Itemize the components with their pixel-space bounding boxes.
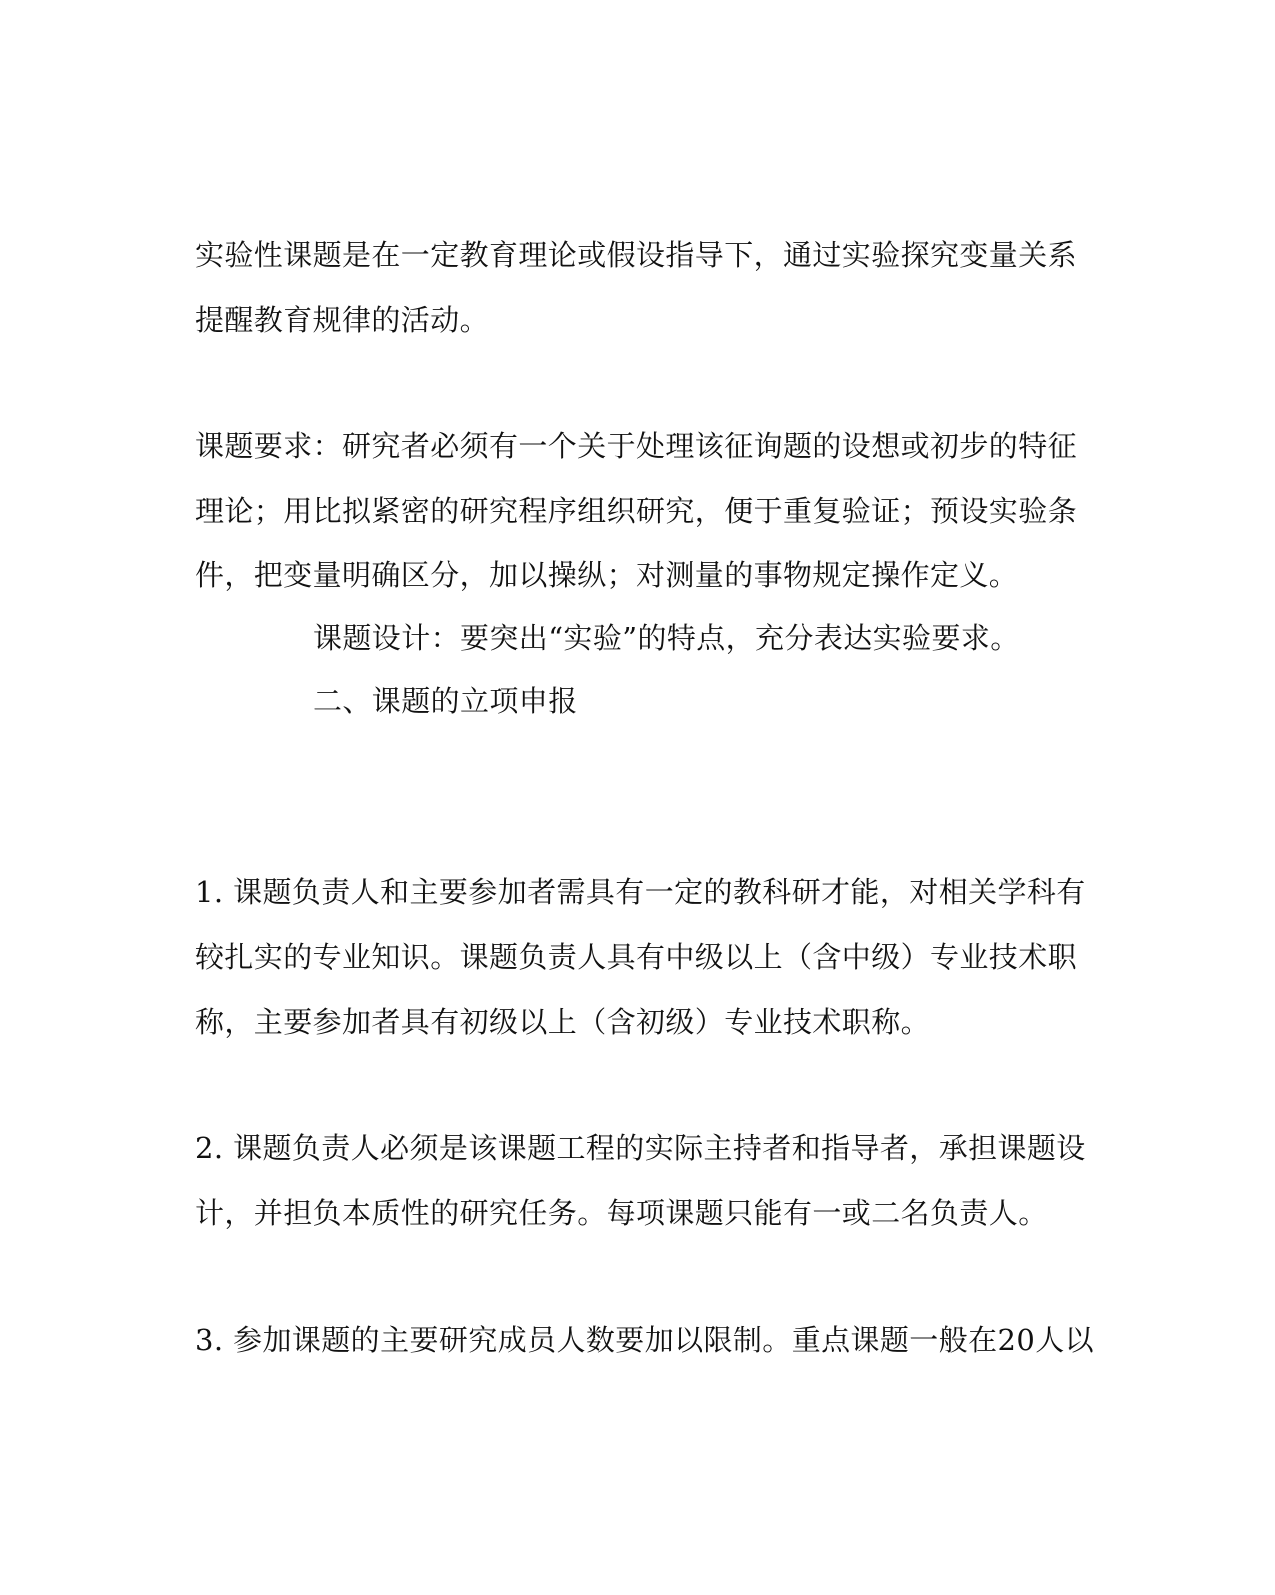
paragraph-2-line-3: 件，把变量明确区分，加以操纵；对测量的事物规定操作定义。 [195, 558, 1019, 592]
item-1-line-2: 较扎实的专业知识。课题负责人具有中级以上（含中级）专业技术职 [195, 940, 1078, 974]
paragraph-2-line-1: 课题要求：研究者必须有一个关于处理该征询题的设想或初步的特征 [195, 429, 1078, 463]
paragraph-1-line-2: 提醒教育规律的活动。 [195, 303, 490, 337]
item-1-line-1: 1. 课题负责人和主要参加者需具有一定的教科研才能，对相关学科有 [195, 875, 1086, 909]
paragraph-2-line-2: 理论；用比拟紧密的研究程序组织研究，便于重复验证；预设实验条 [195, 494, 1078, 528]
item-2-line-1: 2. 课题负责人必须是该课题工程的实际主持者和指导者，承担课题设 [195, 1131, 1086, 1165]
item-2-line-2: 计，并担负本质性的研究任务。每项课题只能有一或二名负责人。 [195, 1196, 1048, 1230]
section-heading: 二、课题的立项申报 [313, 684, 578, 718]
paragraph-1-line-1: 实验性课题是在一定教育理论或假设指导下，通过实验探究变量关系 [195, 238, 1078, 272]
item-1-line-3: 称，主要参加者具有初级以上（含初级）专业技术职称。 [195, 1005, 931, 1039]
item-3-line-1: 3. 参加课题的主要研究成员人数要加以限制。重点课题一般在20人以 [195, 1323, 1094, 1357]
paragraph-3-line-1: 课题设计：要突出“实验”的特点，充分表达实验要求。 [313, 621, 1020, 655]
